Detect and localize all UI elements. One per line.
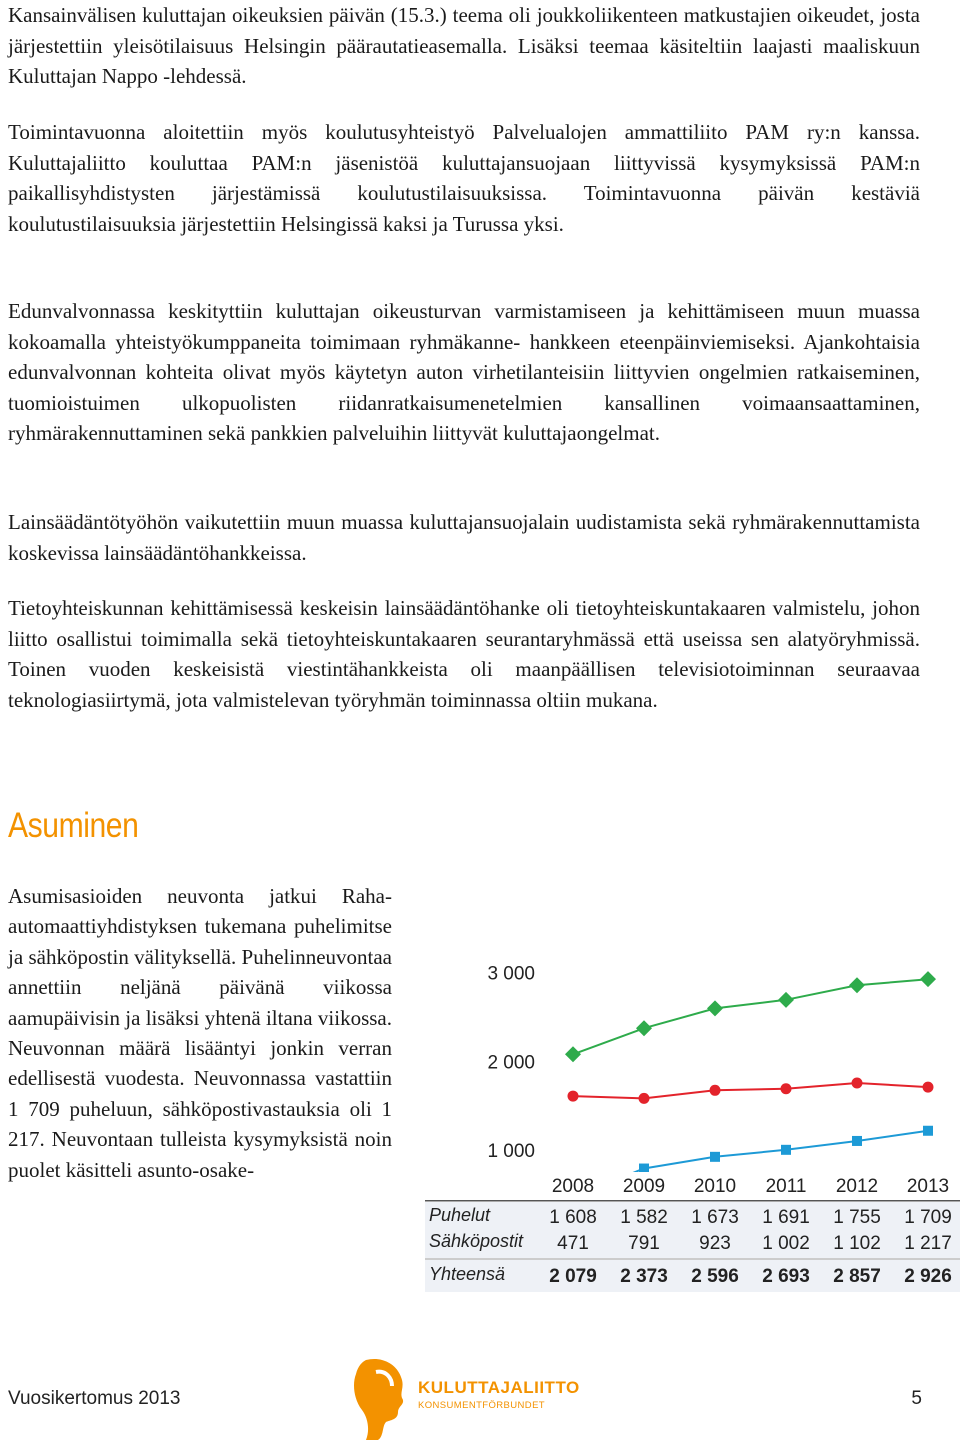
paragraph-housing-advice: Asumisasioiden neuvonta jatkui Raha-automaattiyhdistyksen tukemana puhelimitse ja sähköpostin välityksellä. Puhelinneuvontaa annettiin neljänä päivänä viikossa aamupäivisin ja lisäksi yhtenä iltana viikossa. Neuvonnan määrä lisääntyi jonkin verran edellisestä vuodesta. Neuvonnassa vastattiin 1 709 puheluun, sähköpostivastauksia oli 1 217. Neuvontaan tulleista kysymyksistä noin puolet käsitteli asunto-osake-	[8, 884, 392, 1182]
data-point	[710, 1152, 720, 1162]
data-point	[568, 1091, 579, 1102]
data-point	[781, 1145, 791, 1155]
paragraph-legislation: Lainsäädäntötyöhön vaikutettiin muun muassa kuluttajansuojalain uudistamista sekä ryhmärakennuttamista koskevissa lainsäädäntöhankkeissa.	[8, 510, 920, 565]
data-point	[920, 971, 936, 987]
y-tick-label: 2 000	[487, 1052, 535, 1074]
paragraph-pam-training: Toimintavuonna aloitettiin myös koulutusyhteistyö Palvelualojen ammattiliito PAM ry:n kanssa. Kuluttajaliitto kouluttaa PAM:n jäsenistöä kuluttajansuojaan liittyvissä kysymyksissä PAM:n paikallisyhdistysten järjestämissä koulutustilaisuuksissa. Toimintavuonna päivän kestäviä koulutustilaisuuksia järjestettiin Helsingissä kaksi ja Turussa yksi.	[8, 120, 920, 236]
data-point	[710, 1085, 721, 1096]
table-cell: 1 002	[762, 1233, 810, 1254]
data-point	[707, 1000, 723, 1016]
kuluttajaliitto-logo	[352, 1356, 580, 1442]
page-number: 5	[911, 1388, 922, 1409]
data-point	[852, 1136, 862, 1146]
series-line-yhteensä	[573, 979, 928, 1054]
paragraph-information-society: Tietoyhteiskunnan kehittämisessä keskeisin lainsäädäntöhanke oli tietoyhteiskuntakaaren valmistelu, johon liitto osallistui toimimalla sekä tietoyhteiskuntakaaren seurantaryhmässä että useissa sen alatyöryhmissä. Toinen vuoden keskeisistä viestintähankkeista oli maanpäällisen televisiotoiminnan seuraavaa teknologiasiirtymä, jota valmistelevan työryhmän toiminnassa oltiin mukana.	[8, 596, 920, 712]
table-cell: 1 102	[833, 1233, 881, 1254]
data-point	[923, 1126, 933, 1136]
table-cell: 1 582	[620, 1207, 668, 1228]
table-cell: 471	[557, 1233, 589, 1254]
table-header-row	[425, 1172, 960, 1202]
year-label: 2012	[835, 1176, 879, 1197]
table-divider	[425, 1258, 960, 1260]
data-table	[425, 1172, 960, 1292]
table-cell: 2 857	[833, 1266, 881, 1287]
table-cell: 2 596	[691, 1266, 739, 1287]
chart-svg	[425, 876, 960, 1306]
year-label: 2013	[906, 1176, 950, 1197]
table-row-label: Puhelut	[429, 1205, 491, 1225]
year-label: 2011	[765, 1176, 807, 1197]
logo-profile-icon	[352, 1356, 416, 1442]
y-tick-label: 1 000	[487, 1141, 535, 1162]
data-point	[849, 977, 865, 993]
data-point	[639, 1093, 650, 1104]
table-cell: 1 691	[762, 1207, 810, 1228]
housing-advice-chart	[425, 876, 960, 1306]
series-line-puhelut	[573, 1083, 928, 1098]
year-label: 2010	[693, 1176, 737, 1197]
table-cell: 791	[628, 1233, 660, 1254]
table-cell: 2 079	[549, 1266, 597, 1287]
table-cell: 2 926	[904, 1266, 952, 1287]
data-point	[852, 1078, 863, 1089]
footer-report-title: Vuosikertomus 2013	[8, 1388, 181, 1409]
section-heading-asuminen: Asuminen	[8, 806, 139, 845]
data-point	[565, 1046, 581, 1062]
table-cell: 1 217	[904, 1233, 952, 1254]
table-row-label: Sähköpostit	[429, 1231, 524, 1251]
data-point	[923, 1082, 934, 1093]
table-cell: 1 709	[904, 1207, 952, 1228]
table-cell: 2 373	[620, 1266, 668, 1287]
year-label: 2008	[551, 1176, 595, 1197]
plot-area	[487, 964, 936, 1202]
table-cell: 1 608	[549, 1207, 597, 1228]
logo-name: KULUTTAJALIITTO	[418, 1378, 580, 1397]
data-point	[781, 1083, 792, 1094]
table-cell: 2 693	[762, 1266, 810, 1287]
year-label: 2009	[622, 1176, 666, 1197]
table-top-rule	[425, 1200, 960, 1202]
table-cell: 1 673	[691, 1207, 739, 1228]
paragraph-advocacy: Edunvalvonnassa keskityttiin kuluttajan oikeusturvan varmistamiseen ja kehittämiseen muun muassa kokoamalla yhteistyökumppaneita toimimaan ryhmäkanne- hankkeen eteenpäinviemiseksi. Ajankohtaisia edunvalvonnan kohteita olivat myös käytetyn auton virhetilanteisiin liittyvien ongelmien ratkaiseminen, tuomioistuimen ulkopuolisten riidanratkaisumenetelmien kansallinen voimaansaattaminen, ryhmärakennuttaminen sekä pankkien palveluihin liittyvät kuluttajaongelmat.	[8, 299, 920, 445]
logo-subtitle: KONSUMENTFÖRBUNDET	[418, 1400, 546, 1411]
table-cell: 923	[699, 1233, 731, 1254]
table-cell: 1 755	[833, 1207, 881, 1228]
table-row-label: Yhteensä	[429, 1264, 506, 1284]
paragraph-consumer-rights-day: Kansainvälisen kuluttajan oikeuksien päivän (15.3.) teema oli joukkoliikenteen matkustajien oikeudet, josta järjestettiin yleisötilaisuus Helsingin päärautatieasemalla. Lisäksi teemaa käsiteltiin laajasti maaliskuun Kuluttajan Nappo -lehdessä.	[8, 3, 920, 88]
y-tick-label: 3 000	[487, 963, 535, 985]
data-point	[778, 992, 794, 1008]
data-point	[636, 1020, 652, 1036]
